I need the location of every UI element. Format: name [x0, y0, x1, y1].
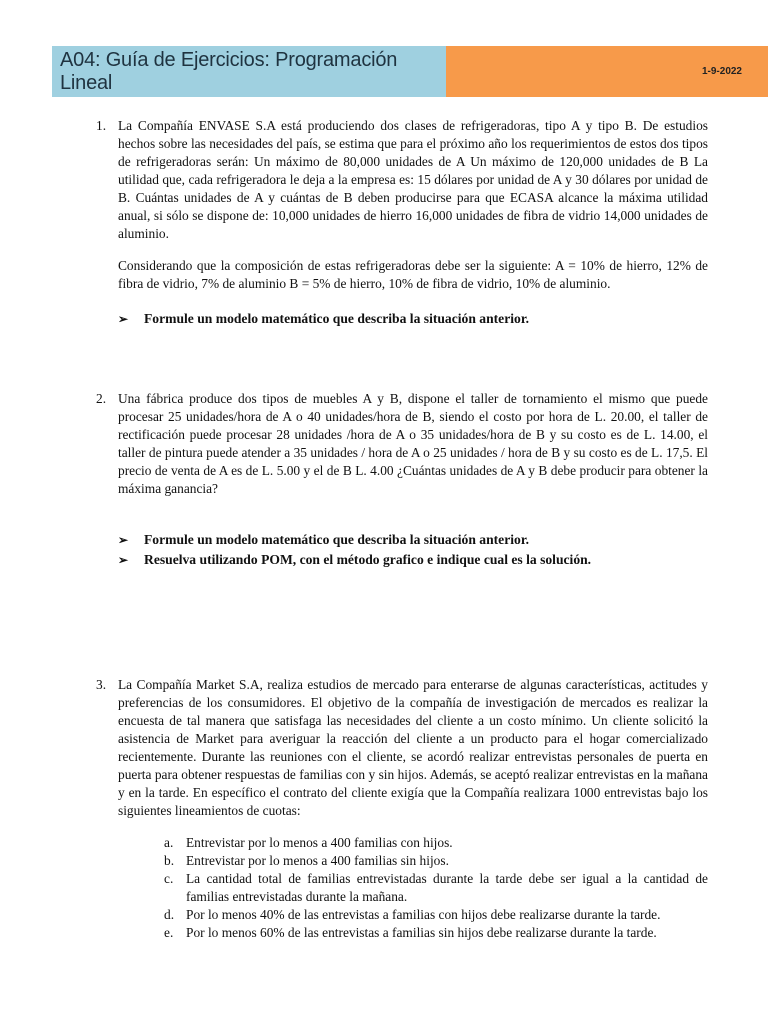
quota-item: b. Entrevistar por lo menos a 400 familias sin hijos. [164, 853, 449, 868]
instruction-list [118, 530, 708, 570]
instruction-list [118, 309, 708, 329]
instruction-item: ➢ Formule un modelo matemático que describa la situación anterior. [118, 309, 708, 329]
instruction-item: ➢ Resuelva utilizando POM, con el método grafico e indique cual es la solución. [118, 550, 708, 570]
exercise-1 [96, 117, 708, 329]
quota-item: d. Por lo menos 40% de las entrevistas a familias con hijos debe realizarse durante la tarde. [164, 907, 661, 922]
exercise-paragraph: La Compañía ENVASE S.A está produciendo dos clases de refrigeradoras, tipo A y tipo B. De estudios hechos sobre las necesidades del país, se estima que para el próximo año los requerimientos de estos dos tipos de refrigeradoras serán: Un máximo de 80,000 unidades de A Un máximo de 120,000 unidades de B La utilidad que, cada refrigeradora le deja a la empresa es: 15 dólares por unidad de A y 30 dólares por unidad de B. Cuántas unidades de A y cuántas de B deben producirse para que ECASA alcance la máxima utilidad anual, si sólo se dispone de: 10,000 unidades de hierro 16,000 unidades de fibra de vidrio 14,000 unidades de aluminio. [118, 118, 708, 241]
quota-list [164, 834, 708, 942]
arrowhead-bullet-icon: ➢ [118, 312, 129, 326]
arrowhead-bullet-icon: ➢ [118, 553, 129, 567]
page-title: A04: Guía de Ejercicios: Programación Lineal [60, 48, 398, 94]
header-date-band [446, 46, 768, 97]
exercise-paragraph: Considerando que la composición de estas refrigeradoras debe ser la siguiente: A = 10% de hierro, 12% de fibra de vidrio, 7% de aluminio B = 5% de hierro, 10% de fibra de vidrio, 10% de aluminio. [118, 258, 708, 291]
exercise-paragraph: La Compañía Market S.A, realiza estudios de mercado para enterarse de algunas características, actitudes y preferencias de los consumidores. El objetivo de la compañía de investigación de mercados es realizar la encuesta de tal manera que satisfaga las necesidades del cliente a un costo mínimo. Un cliente solicitó la asistencia de Market para averiguar la reacción del cliente a un producto para el hogar comercializado recientemente. Durante las reuniones con el cliente, se acordó realizar entrevistas personales de puerta en puerta para obtener respuestas de familias con y sin hijos. Además, se aceptó realizar entrevistas en la mañana y en la tarde. En específico el contrato del cliente exigía que la Compañía realizara 1000 entrevistas bajo los siguientes lineamientos de cuotas: [118, 677, 708, 818]
quota-item: e. Por lo menos 60% de las entrevistas a familias sin hijos debe realizarse durante la tarde. [164, 925, 657, 940]
header-title-band [52, 46, 446, 97]
instruction-item: ➢ Formule un modelo matemático que describa la situación anterior. [118, 530, 708, 550]
exercise-3 [96, 676, 708, 942]
exercise-number: 3. [96, 677, 107, 692]
quota-item: a. Entrevistar por lo menos a 400 familias con hijos. [164, 835, 453, 850]
quota-item: c. La cantidad total de familias entrevistadas durante la tarde debe ser igual a la cantidad de familias entrevistadas durante la mañana. [164, 871, 708, 904]
exercise-number: 1. [96, 118, 107, 133]
document-header [52, 46, 768, 97]
exercise-paragraph: Una fábrica produce dos tipos de muebles A y B, dispone el taller de tornamiento el mismo que puede procesar 25 unidades/hora de A o 40 unidades/hora de B, siendo el costo por hora de L. 20.00, el taller de rectificación puede procesar 28 unidades /hora de A o 35 unidades/hora de B y su costo es de L. 14.00, el taller de pintura puede atender a 35 unidades / hora de A o 25 unidades / hora de B y su costo es de L. 17,5. El precio de venta de A es de L. 5.00 y el de B L. 4.00 ¿Cuántas unidades de A y B debe producir para obtener la máxima ganancia? [118, 391, 708, 496]
arrowhead-bullet-icon: ➢ [118, 533, 129, 547]
document-date: 1-9-2022 [701, 66, 742, 77]
exercise-number: 2. [96, 391, 107, 406]
exercise-2 [96, 390, 708, 570]
